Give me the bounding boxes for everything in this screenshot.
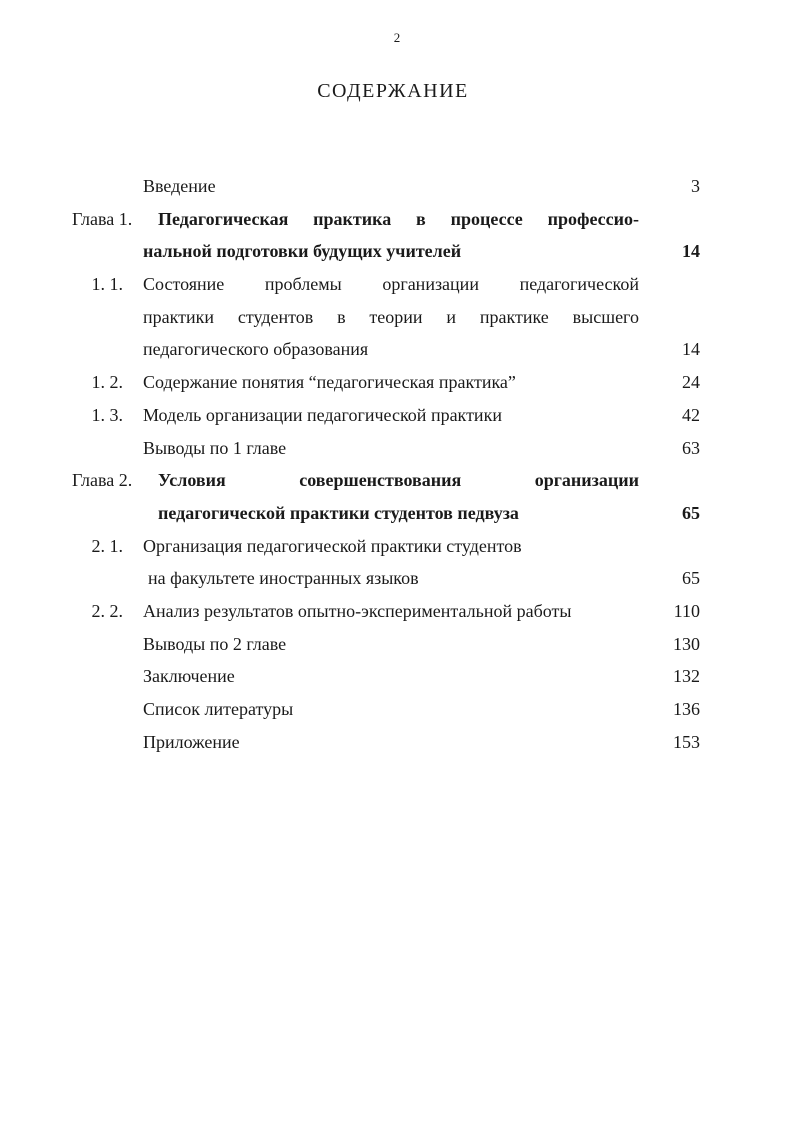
toc-entry-page: 14	[682, 241, 700, 262]
toc-entry-label: 1. 1.	[91, 274, 123, 295]
toc-entry-text: Приложение	[143, 731, 240, 752]
toc-entry-text-line-2: педагогической практики студентов педвуза	[158, 502, 519, 523]
toc-entry-text: Модель организации педагогической практики	[143, 404, 502, 425]
toc-entry-text: Введение	[143, 176, 216, 196]
toc-entry-text: Список литературы	[143, 699, 294, 719]
toc-entry-section-2-1	[0, 530, 794, 563]
toc-entry-text: Содержание понятия “педагогическая практика”	[143, 372, 516, 393]
toc-entry-page: 3	[691, 176, 700, 196]
toc-entry-appendix	[0, 726, 794, 759]
toc-entry-section-2-1-cont	[0, 562, 794, 595]
toc-entry-page: 130	[673, 633, 700, 654]
toc-entry-text: Заключение	[143, 666, 235, 687]
toc-entry-chapter-1	[0, 203, 794, 236]
toc-entry-page: 65	[682, 502, 700, 523]
toc-entry-text: Выводы по 1 главе	[143, 437, 287, 458]
toc-entry-text: Анализ результатов опытно-экспериментальной работы	[143, 600, 572, 621]
toc-entry-text-line-1: Педагогическая практика в процессе профессио-	[158, 208, 639, 229]
toc-entry-text-line-2: на факультете иностранных языков	[148, 568, 419, 589]
toc-entry-label: Глава 2.	[72, 470, 133, 491]
toc-entry-label: Глава 1.	[72, 208, 133, 229]
toc-entry-text-line-2: нальной подготовки будущих учителей	[143, 241, 462, 262]
toc-entry-page: 153	[673, 731, 700, 752]
toc-entry-conclusion	[0, 660, 794, 693]
page-number: 2	[393, 30, 401, 45]
toc-entry-label: 1. 2.	[91, 372, 123, 393]
toc-entry-conclusions-1	[0, 432, 794, 465]
toc-entry-page: 14	[682, 339, 700, 360]
toc-entry-chapter-1-cont	[0, 235, 794, 268]
toc-entry-conclusions-2	[0, 628, 794, 661]
toc-entry-section-1-2	[0, 366, 794, 399]
toc-entry-text: Выводы по 2 главе	[143, 633, 287, 654]
toc-entry-text-line-1: Организация педагогической практики студентов	[143, 535, 522, 556]
toc-entry-page: 136	[673, 699, 700, 719]
toc-entry-page: 24	[682, 372, 700, 393]
toc-entry-bibliography	[0, 693, 794, 726]
toc-entry-introduction	[0, 170, 794, 203]
toc-entry-label: 2. 2.	[91, 600, 123, 621]
toc-entry-text-line-2: практики студентов в теории и практике высшего	[143, 306, 639, 327]
toc-entry-page: 132	[673, 666, 700, 687]
toc-entry-page: 65	[682, 568, 700, 589]
toc-entry-chapter-2-cont	[0, 497, 794, 530]
toc-entry-section-2-2	[0, 595, 794, 628]
toc-entry-section-1-1-cont2	[0, 333, 794, 366]
toc-entry-chapter-2	[0, 464, 794, 497]
toc-entry-section-1-1	[0, 268, 794, 301]
table-of-contents	[0, 170, 794, 758]
toc-entry-page: 110	[673, 600, 700, 621]
toc-entry-label: 2. 1.	[91, 535, 123, 556]
toc-entry-text-line-1: Условия совершенствования организации	[158, 470, 639, 491]
toc-entry-section-1-3	[0, 399, 794, 432]
toc-entry-label: 1. 3.	[91, 404, 123, 425]
toc-entry-text-line-3: педагогического образования	[143, 339, 369, 360]
toc-entry-page: 63	[682, 437, 700, 458]
toc-entry-page: 42	[682, 404, 700, 425]
page-title: СОДЕРЖАНИЕ	[317, 80, 469, 102]
toc-entry-section-1-1-cont	[0, 301, 794, 334]
toc-entry-text-line-1: Состояние проблемы организации педагогической	[143, 274, 639, 295]
